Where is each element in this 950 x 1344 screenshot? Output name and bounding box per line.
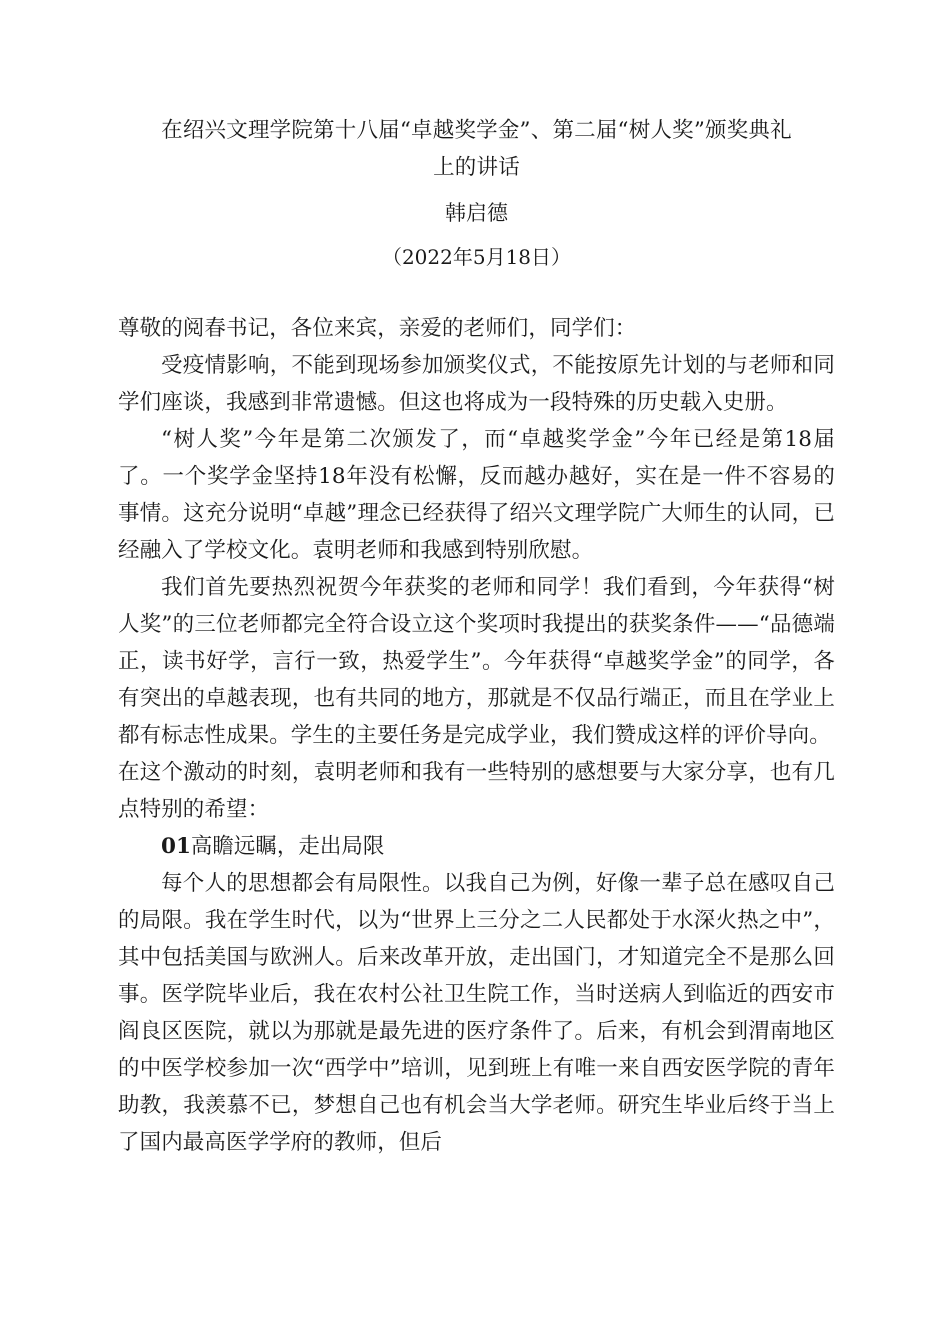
section-heading-01 bbox=[118, 828, 835, 865]
document-title-line-2: 上的讲话 bbox=[433, 155, 520, 180]
document-author: 韩启德 bbox=[445, 201, 508, 225]
section-heading-text: 高瞻远瞩，走出局限 bbox=[190, 834, 385, 859]
paragraph-4: 在这个激动的时刻，袁明老师和我有一些特别的感想要与大家分享，也有几点特别的希望： bbox=[118, 760, 835, 822]
paragraph-5: 每个人的思想都会有局限性。以我自己为例，好像一辈子总在感叹自己的局限。我在学生时代，以为“世界上三分之二人民都处于水深火热之中”，其中包括美国与欧洲人。后来改革开放，走出国门，才知道完全不是那么回事。医学院毕业后，我在农村公社卫生院工作，当时送病人到临近的西安市阎良区医院，就以为那就是最先进的医疗条件了。后来，有机会到渭南地区的中医学校参加一次“西学中”培训，见到班上有唯一来自西安医学院的青年助教，我羡慕不已，梦想自己也有机会当大学老师。研究生毕业后终于当上了国内最高医学学府的教师，但后 bbox=[118, 871, 835, 1155]
section-number: 01 bbox=[161, 834, 191, 859]
document-content bbox=[118, 0, 835, 1161]
paragraph-3: 我们首先要热烈祝贺今年获奖的老师和同学！我们看到，今年获得“树人奖”的三位老师都完全符合设立这个奖项时我提出的获奖条件——“品德端正，读书好学，言行一致，热爱学生”。今年获得“卓越奖学金”的同学，各有突出的卓越表现，也有共同的地方，那就是不仅品行端正，而且在学业上都有标志性成果。学生的主要任务是完成学业，我们赞成这样的评价导向。 bbox=[118, 575, 835, 748]
document-date: （2022年5月18日） bbox=[381, 245, 572, 269]
salutation: 尊敬的阅春书记，各位来宾，亲爱的老师们，同学们： bbox=[118, 316, 637, 341]
document-title-line-1: 在绍兴文理学院第十八届“卓越奖学金”、第二届“树人奖”颁奖典礼 bbox=[161, 118, 792, 143]
title-block bbox=[118, 0, 835, 276]
paragraph-2: “树人奖”今年是第二次颁发了，而“卓越奖学金”今年已经是第18届了。一个奖学金坚持18年没有松懈，反而越办越好，实在是一件不容易的事情。这充分说明“卓越”理念已经获得了绍兴文理学院广大师生的认同，已经融入了学校文化。袁明老师和我感到特别欣慰。 bbox=[118, 427, 835, 563]
paragraph-1: 受疫情影响，不能到现场参加颁奖仪式，不能按原先计划的与老师和同学们座谈，我感到非常遗憾。但这也将成为一段特殊的历史载入史册。 bbox=[118, 353, 835, 415]
document-body bbox=[118, 276, 835, 1161]
